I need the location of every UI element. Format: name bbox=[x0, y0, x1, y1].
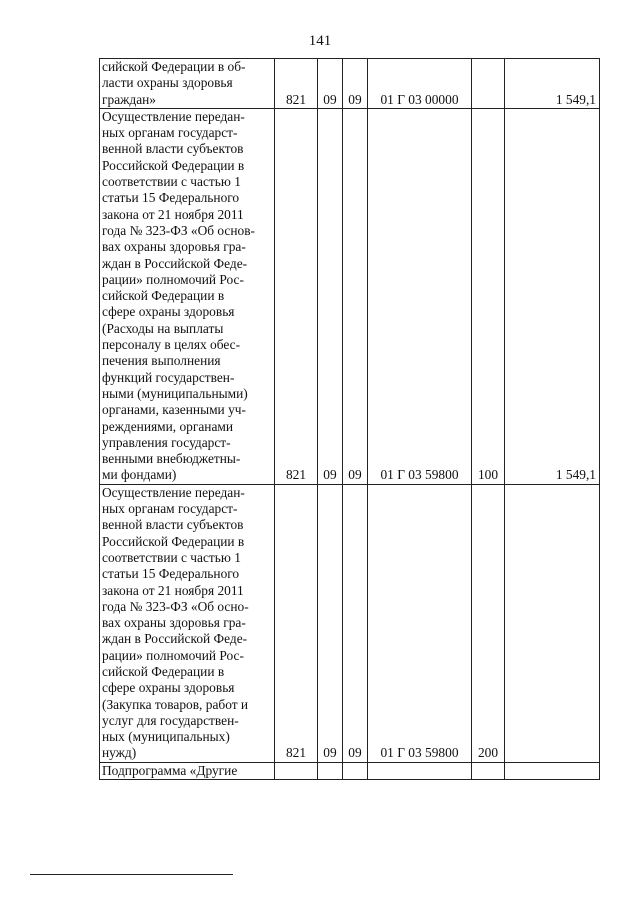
description-cell bbox=[100, 484, 275, 762]
page-number: 141 bbox=[308, 33, 332, 49]
target-article-cell: 01 Г 03 59800 bbox=[368, 484, 472, 762]
description-line: (Закупка товаров, работ и bbox=[102, 696, 249, 712]
description-line: сийской Федерации в bbox=[102, 663, 225, 679]
description-line: (Расходы на выплаты bbox=[102, 320, 224, 336]
description-line: Российской Федерации в bbox=[102, 533, 245, 549]
description-line: соответствии с частью 1 bbox=[102, 549, 241, 565]
subsection-code-cell: 09 bbox=[343, 484, 368, 762]
description-line: венной власти субъектов bbox=[102, 517, 244, 533]
expense-type-cell: 100 bbox=[472, 108, 505, 484]
description-line: печения выполнения bbox=[102, 353, 221, 369]
budget-table bbox=[99, 58, 600, 780]
subsection-code-cell bbox=[343, 762, 368, 779]
description-line: года № 323-ФЗ «Об осно- bbox=[102, 598, 249, 614]
ministry-code-cell: 821 bbox=[275, 59, 318, 109]
description-line: ждан в Российской Феде- bbox=[102, 631, 248, 647]
description-line: сийской Федерации в об- bbox=[102, 59, 246, 74]
subsection-code-cell: 09 bbox=[343, 59, 368, 109]
subsection-code-cell: 09 bbox=[343, 108, 368, 484]
description-line: статьи 15 Федерального bbox=[102, 566, 240, 582]
amount-cell: 1 549,1 bbox=[505, 108, 600, 484]
ministry-code-cell: 821 bbox=[275, 484, 318, 762]
description-line: функций государствен- bbox=[102, 369, 235, 385]
amount-cell bbox=[505, 484, 600, 762]
description-cell bbox=[100, 108, 275, 484]
description-line: венной власти субъектов bbox=[102, 141, 244, 157]
description-line: года № 323-ФЗ «Об основ- bbox=[102, 222, 256, 238]
description-line: сфере охраны здоровья bbox=[102, 680, 235, 696]
section-code-cell: 09 bbox=[318, 108, 343, 484]
table-row bbox=[100, 762, 600, 779]
description-line: вах охраны здоровья гра- bbox=[102, 615, 246, 631]
target-article-cell: 01 Г 03 00000 bbox=[368, 59, 472, 109]
description-line: ными (муниципальными) bbox=[102, 385, 248, 401]
section-code-cell bbox=[318, 762, 343, 779]
expense-type-cell bbox=[472, 59, 505, 109]
amount-cell bbox=[505, 762, 600, 779]
description-line: реждениями, органами bbox=[102, 418, 234, 434]
section-code-cell: 09 bbox=[318, 59, 343, 109]
ministry-code-cell bbox=[275, 762, 318, 779]
description-line: закона от 21 ноября 2011 bbox=[102, 206, 244, 222]
table-row bbox=[100, 108, 600, 484]
amount-cell: 1 549,1 bbox=[505, 59, 600, 109]
description-line: Подпрограмма «Другие bbox=[102, 762, 238, 778]
table-body bbox=[100, 59, 600, 780]
description-line: ждан в Российской Феде- bbox=[102, 255, 248, 271]
description-line: рации» полномочий Рос- bbox=[102, 271, 244, 287]
description-line: рации» полномочий Рос- bbox=[102, 647, 244, 663]
description-line: закона от 21 ноября 2011 bbox=[102, 582, 244, 598]
description-line: вах охраны здоровья гра- bbox=[102, 239, 246, 255]
description-cell bbox=[100, 59, 275, 109]
description-line: Осуществление передан- bbox=[102, 108, 245, 124]
description-line: сийской Федерации в bbox=[102, 288, 225, 304]
description-line: статьи 15 Федерального bbox=[102, 190, 240, 206]
description-line: нужд) bbox=[102, 745, 137, 761]
table-row bbox=[100, 59, 600, 109]
description-line: Российской Федерации в bbox=[102, 157, 245, 173]
description-line: сфере охраны здоровья bbox=[102, 304, 235, 320]
description-cell bbox=[100, 762, 275, 779]
description-line: граждан» bbox=[102, 91, 157, 107]
footnote-divider bbox=[30, 874, 233, 875]
description-line: управления государст- bbox=[102, 434, 231, 450]
section-code-cell: 09 bbox=[318, 484, 343, 762]
expense-type-cell: 200 bbox=[472, 484, 505, 762]
target-article-cell: 01 Г 03 59800 bbox=[368, 108, 472, 484]
description-line: услуг для государствен- bbox=[102, 712, 239, 728]
description-line: персоналу в целях обес- bbox=[102, 337, 241, 353]
expense-type-cell bbox=[472, 762, 505, 779]
description-line: органами, казенными уч- bbox=[102, 402, 246, 418]
description-line: Осуществление передан- bbox=[102, 484, 245, 500]
description-line: ласти охраны здоровья bbox=[102, 75, 233, 91]
description-line: соответствии с частью 1 bbox=[102, 174, 241, 190]
ministry-code-cell: 821 bbox=[275, 108, 318, 484]
table-row bbox=[100, 484, 600, 762]
description-line: ных органам государст- bbox=[102, 125, 238, 141]
target-article-cell bbox=[368, 762, 472, 779]
description-line: ных органам государст- bbox=[102, 501, 238, 517]
description-line: венными внебюджетны- bbox=[102, 451, 241, 467]
description-line: ми фондами) bbox=[102, 467, 177, 483]
description-line: ных (муниципальных) bbox=[102, 729, 230, 745]
